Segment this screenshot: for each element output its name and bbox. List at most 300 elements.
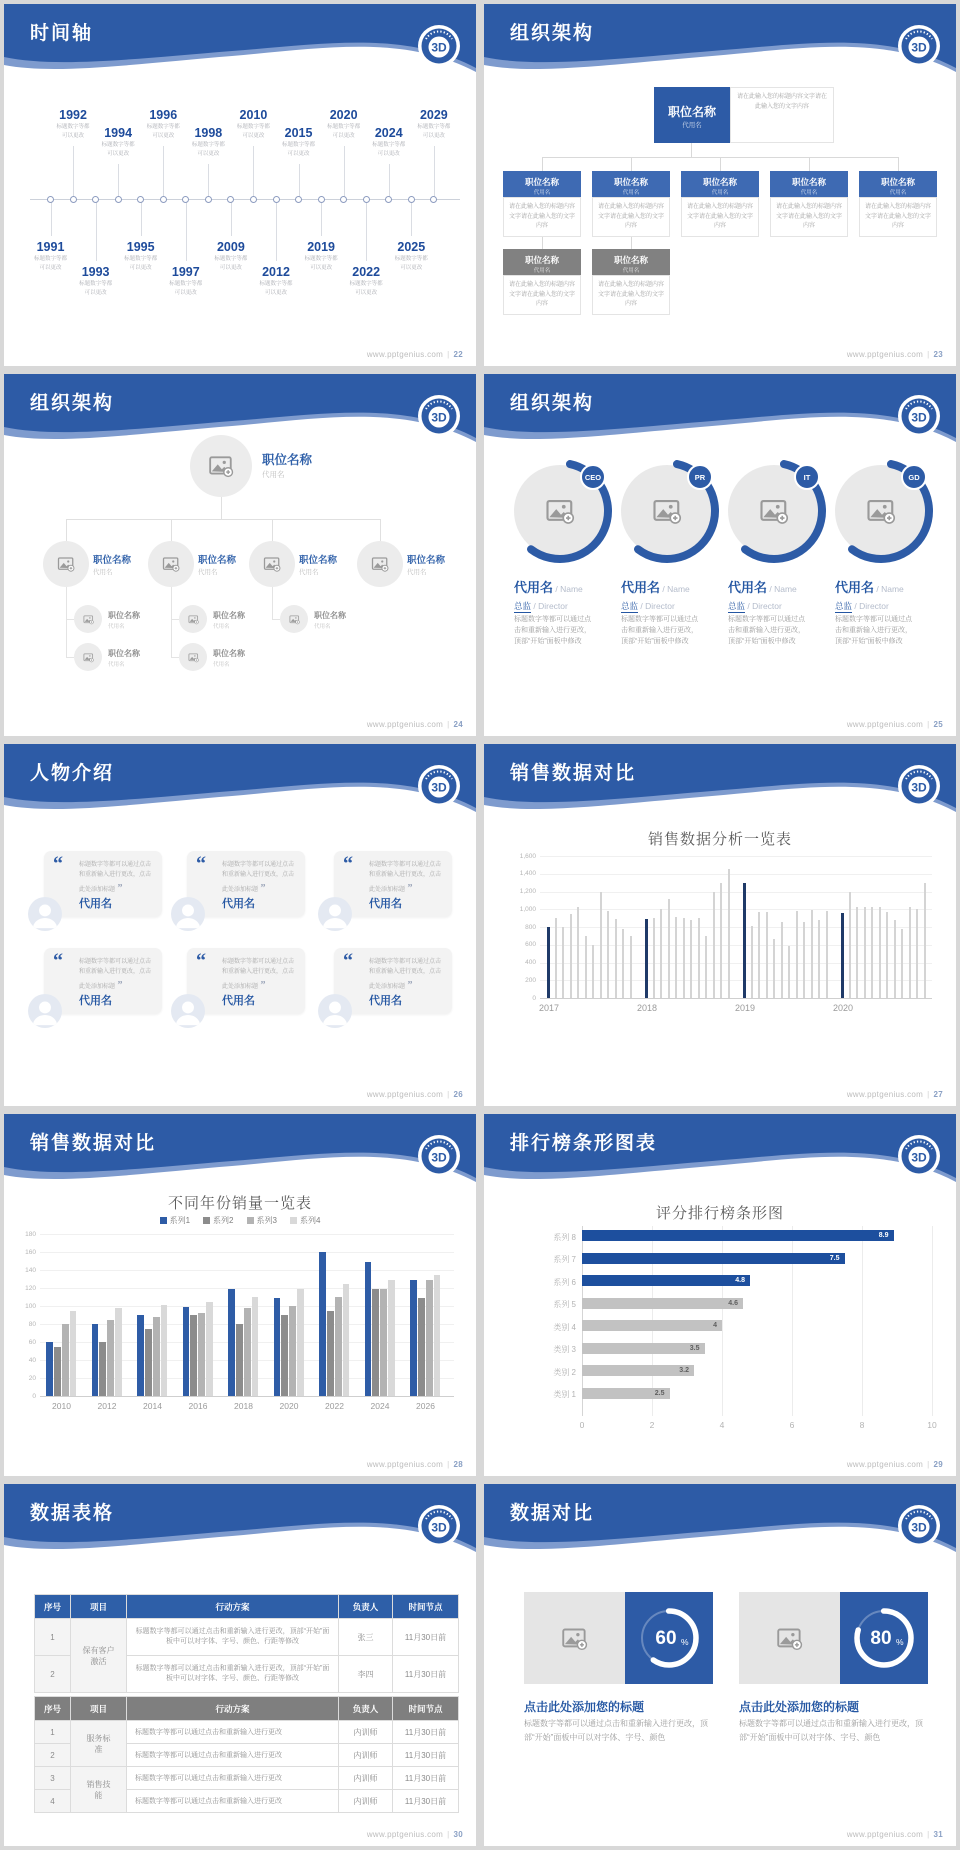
bar — [683, 918, 685, 998]
svg-text:3D: 3D — [431, 40, 447, 55]
position-alias: 代用名 — [262, 470, 285, 479]
gridline — [540, 856, 932, 857]
card-text: 标题数字等都可以通过点击和重新输入进行更改，点击此处添加标题 ” — [222, 862, 295, 895]
quote-close-icon: ” — [405, 980, 413, 992]
emblem-logo-icon — [897, 24, 941, 68]
bar — [818, 920, 820, 998]
y-tick-label: 180 — [25, 1230, 36, 1238]
x-axis-line — [540, 998, 932, 999]
legend-swatch — [247, 1217, 254, 1224]
connector-line — [542, 237, 543, 249]
gridline — [862, 1226, 863, 1416]
y-tick-label: 1,600 — [519, 852, 536, 860]
bar — [690, 920, 692, 998]
slide-title: 组织架构 — [510, 23, 595, 44]
bar — [849, 892, 851, 998]
timeline-marker — [227, 196, 234, 203]
slide-rank-chart — [484, 1114, 956, 1476]
table-header-cell: 序号 — [35, 1697, 71, 1721]
timeline-stem — [321, 199, 322, 236]
x-tick-label: 2017 — [538, 1003, 560, 1013]
org-node-label — [407, 552, 476, 576]
image-placeholder-icon — [57, 555, 75, 573]
table-plan-cell: 标题数字等都可以通过点击和重新输入进行更改，顶部“开始”面板中可以对字体、字号、颜色、行距等修改 — [127, 1619, 339, 1656]
position-alias: 代用名 — [682, 122, 702, 129]
bar — [365, 1262, 372, 1396]
card-name: 代用名 — [222, 898, 255, 910]
slide-footer — [847, 720, 943, 729]
image-placeholder-icon — [188, 614, 199, 625]
position-alias: 代用名 — [93, 569, 113, 576]
table — [34, 1696, 459, 1813]
bar — [183, 1307, 190, 1396]
bar — [720, 883, 722, 998]
slide-header — [4, 744, 476, 844]
timeline-caption: 标题数字等都 可以更改 — [349, 281, 383, 296]
emblem-logo-icon — [897, 764, 941, 808]
legend-swatch — [203, 1217, 210, 1224]
slide-title: 排行榜条形图表 — [510, 1133, 658, 1154]
bar — [107, 1320, 114, 1397]
org-desc-box: 请在此输入您的标题内容文字请在此输入您的文字内容 — [503, 275, 581, 315]
bar — [137, 1315, 144, 1396]
org-node-label — [213, 648, 283, 668]
bar — [145, 1329, 152, 1397]
quote-open-icon: “ — [196, 950, 206, 972]
timeline-year: 2022 — [352, 265, 381, 279]
bar — [879, 907, 881, 998]
timeline-stem — [186, 199, 187, 261]
timeline-year: 1991 — [36, 240, 65, 254]
x-tick-label: 2018 — [234, 1401, 253, 1411]
slide-sales-chart-1 — [484, 744, 956, 1106]
legend-item: 系列3 — [247, 1215, 277, 1226]
org-title-box — [592, 171, 670, 197]
org-title-box — [770, 171, 848, 197]
bar — [713, 892, 715, 999]
org-node-label — [108, 610, 178, 630]
category-label: 类别 4 — [553, 1322, 576, 1332]
person-role — [835, 596, 935, 614]
bar — [236, 1324, 243, 1396]
person-silhouette-icon — [28, 897, 62, 931]
timeline-marker — [295, 196, 302, 203]
org-title-box — [503, 171, 581, 197]
slide-title: 销售数据对比 — [30, 1133, 157, 1154]
slide-data-compare — [484, 1484, 956, 1846]
slide-footer — [367, 1830, 463, 1839]
image-placeholder-icon — [263, 555, 281, 573]
position-title: 职位名称 — [108, 611, 140, 620]
legend-swatch — [160, 1217, 167, 1224]
timeline-year: 1995 — [126, 240, 155, 254]
position-title: 职位名称 — [702, 176, 737, 187]
person-card — [187, 948, 305, 1014]
svg-text:3D: 3D — [431, 1520, 447, 1535]
bar — [297, 1289, 304, 1396]
x-tick-label: 2020 — [279, 1401, 299, 1411]
timeline-marker — [318, 196, 325, 203]
slide-title: 组织架构 — [30, 393, 115, 414]
role-cn: 总监 — [514, 601, 532, 611]
timeline-caption: 标题数字等都 可以更改 — [79, 281, 113, 296]
org-node-label — [314, 610, 384, 630]
x-tick-label: 6 — [789, 1420, 795, 1430]
y-tick-label: 60 — [28, 1338, 36, 1346]
timeline-marker — [385, 196, 392, 203]
x-tick-label: 2020 — [832, 1003, 854, 1013]
role-badge: CEO — [580, 464, 606, 490]
timeline-caption: 标题数字等都 可以更改 — [101, 142, 135, 157]
bar — [607, 911, 609, 998]
table-plan-cell: 标题数字等都可以通过点击和重新输入进行更改 — [127, 1767, 339, 1790]
footer-page-number: 22 — [453, 350, 463, 359]
timeline-stem — [299, 164, 300, 199]
table-plan-cell: 标题数字等都可以通过点击和重新输入进行更改 — [127, 1744, 339, 1767]
connector-line — [380, 519, 381, 541]
table-header-cell: 时间节点 — [393, 1697, 459, 1721]
emblem-logo-icon — [897, 1504, 941, 1548]
chart-title: 评分排行榜条形图 — [655, 1205, 784, 1222]
footer-separator: | — [447, 1460, 450, 1469]
org-title-box — [503, 249, 581, 275]
connector-line — [809, 157, 810, 171]
person-name — [514, 577, 614, 597]
slide-title: 组织架构 — [510, 393, 595, 414]
slide-header — [4, 374, 476, 474]
timeline-stem — [366, 199, 367, 261]
gridline — [40, 1234, 454, 1235]
slide-sales-chart-2 — [4, 1114, 476, 1476]
table-header-cell: 序号 — [35, 1595, 71, 1619]
timeline-stem — [141, 199, 142, 236]
y-tick-label: 1,200 — [519, 888, 536, 895]
person-silhouette-icon — [28, 994, 62, 1028]
name-cn: 代用名 — [514, 580, 554, 595]
table-header-cell: 行动方案 — [127, 1697, 339, 1721]
timeline-year: 2009 — [216, 240, 245, 254]
footer-separator: | — [927, 1090, 930, 1099]
position-title: 职位名称 — [213, 649, 245, 658]
bar — [228, 1289, 235, 1396]
org-title-box — [681, 171, 759, 197]
bar — [826, 911, 828, 998]
timeline-marker — [70, 196, 77, 203]
table-cell: 3 — [35, 1767, 71, 1790]
footer-page-number: 27 — [933, 1090, 943, 1099]
connector-line — [691, 143, 692, 157]
bar — [190, 1315, 197, 1396]
panel-body: 标题数字等都可以通过点击和重新输入进行更改，顶部“开始”面板中可以对字体、字号、颜色 — [739, 1719, 923, 1742]
footer-page-number: 26 — [453, 1090, 463, 1099]
y-tick-label: 400 — [525, 959, 536, 966]
timeline-caption: 标题数字等都 可以更改 — [33, 256, 67, 271]
slide-header — [484, 4, 956, 104]
timeline-caption: 标题数字等都 可以更改 — [394, 256, 428, 271]
bar — [289, 1306, 296, 1396]
table-cell: 4 — [35, 1790, 71, 1813]
image-placeholder-icon — [371, 555, 389, 573]
x-tick-label: 2024 — [370, 1401, 390, 1411]
slide-timeline — [4, 4, 476, 366]
table-cell: 内训师 — [339, 1721, 393, 1744]
slide-people-intro — [4, 744, 476, 1106]
timeline-stem — [118, 164, 119, 199]
slide-header — [484, 744, 956, 844]
bar — [766, 912, 768, 998]
bar — [856, 907, 858, 998]
footer-url: www.pptgenius.com — [846, 1830, 924, 1839]
bar — [751, 926, 753, 998]
connector-line — [66, 519, 67, 541]
svg-text:3D: 3D — [911, 1520, 927, 1535]
position-title: 职位名称 — [93, 555, 132, 566]
position-alias: 代用名 — [198, 569, 218, 576]
timeline-stem — [434, 146, 435, 199]
table-cell: 11月30日前 — [393, 1744, 459, 1767]
bar — [274, 1298, 281, 1396]
photo-circle — [179, 643, 207, 671]
bar — [668, 899, 670, 998]
connector-line — [631, 237, 632, 249]
connector-line — [66, 519, 380, 520]
donut-panel — [625, 1592, 713, 1684]
y-tick-label: 20 — [28, 1374, 36, 1382]
slide-org-photos — [4, 374, 476, 736]
table-header-cell: 时间节点 — [393, 1595, 459, 1619]
position-title: 职位名称 — [198, 555, 237, 566]
timeline-marker — [408, 196, 415, 203]
position-alias: 代用名 — [622, 189, 640, 196]
org-desc-box: 请在此输入您的标题内容文字请在此输入您的文字内容 — [770, 197, 848, 237]
slide-title: 时间轴 — [30, 23, 94, 44]
category-label: 类别 3 — [553, 1345, 576, 1354]
name-cn: 代用名 — [835, 580, 875, 595]
category-label: 系列 8 — [553, 1232, 576, 1242]
bar-value-label: 4 — [713, 1322, 717, 1329]
timeline-marker — [137, 196, 144, 203]
x-tick-label: 2 — [649, 1420, 655, 1430]
timeline-year: 1992 — [59, 108, 87, 122]
timeline-marker — [430, 196, 437, 203]
footer-page-number: 24 — [453, 720, 463, 729]
name-cn: 代用名 — [728, 580, 768, 595]
category-label: 类别 2 — [553, 1367, 576, 1377]
person-card — [187, 851, 305, 917]
timeline-year: 1996 — [149, 108, 178, 122]
card-text: 标题数字等都可以通过点击和重新输入进行更改，点击此处添加标题 ” — [369, 862, 442, 895]
position-alias: 代用名 — [299, 569, 319, 576]
svg-text:%: % — [681, 1637, 689, 1647]
x-tick-label: 8 — [859, 1420, 865, 1430]
timeline-marker — [92, 196, 99, 203]
bar — [894, 920, 896, 998]
timeline-event — [406, 108, 462, 141]
card-text: 标题数字等都可以通过点击和重新输入进行更改，点击此处添加标题 ” — [222, 959, 295, 992]
footer-url: www.pptgenius.com — [846, 720, 924, 729]
quote-open-icon: “ — [53, 950, 63, 972]
panel-title: 点击此处添加您的标题 — [524, 1700, 645, 1714]
svg-text:3D: 3D — [911, 40, 927, 55]
category-label: 系列 5 — [553, 1300, 576, 1309]
timeline-marker — [182, 196, 189, 203]
org-desc-box: 请在此输入您的标题内容文字请在此输入您的文字内容 — [503, 197, 581, 237]
footer-url: www.pptgenius.com — [366, 1830, 444, 1839]
table-cell: 内训师 — [339, 1744, 393, 1767]
footer-separator: | — [927, 350, 930, 359]
person-card — [44, 851, 162, 917]
bar — [206, 1302, 213, 1397]
bar — [909, 907, 911, 998]
y-tick-label: 1,000 — [519, 905, 536, 913]
position-title: 职位名称 — [299, 555, 338, 566]
svg-text:80: 80 — [870, 1628, 892, 1649]
footer-separator: | — [447, 1830, 450, 1839]
timeline-year: 2029 — [419, 108, 448, 122]
bar — [372, 1289, 379, 1396]
timeline-year: 2010 — [239, 108, 268, 122]
slide-footer — [367, 1460, 463, 1469]
quote-open-icon: “ — [343, 853, 353, 875]
y-tick-label: 140 — [25, 1266, 36, 1274]
image-placeholder-icon — [561, 1625, 588, 1652]
y-tick-label: 120 — [25, 1284, 36, 1292]
bar — [592, 945, 594, 998]
quote-close-icon: ” — [258, 883, 266, 895]
table-cell: 2 — [35, 1744, 71, 1767]
timeline-stem — [276, 199, 277, 261]
card-name: 代用名 — [369, 898, 402, 910]
timeline-marker — [340, 196, 347, 203]
bar — [426, 1280, 433, 1396]
timeline-caption: 标题数字等都 可以更改 — [282, 142, 316, 157]
org-title-box — [592, 249, 670, 275]
y-tick-label: 200 — [525, 976, 536, 984]
table-cell: 11月30日前 — [393, 1721, 459, 1744]
footer-separator: | — [447, 350, 450, 359]
photo-circle — [148, 541, 194, 587]
timeline-year: 2020 — [329, 108, 358, 122]
card-text: 标题数字等都可以通过点击和重新输入进行更改，点击此处添加标题 ” — [79, 959, 152, 992]
org-desc-box: 请在此输入您的标题内容文字请在此输入您的文字内容 — [730, 87, 834, 143]
x-tick-label: 2022 — [325, 1401, 344, 1411]
footer-separator: | — [927, 720, 930, 729]
card-text: 标题数字等都可以通过点击和重新输入进行更改，点击此处添加标题 ” — [369, 959, 442, 992]
role-badge: GD — [901, 464, 927, 490]
image-placeholder-icon — [188, 652, 199, 663]
gridline — [40, 1252, 454, 1253]
donut-panel — [840, 1592, 928, 1684]
x-axis-line — [40, 1396, 454, 1397]
svg-text:3D: 3D — [911, 1150, 927, 1165]
photo-circle — [74, 643, 102, 671]
table-group-cell: 销售技能 — [71, 1767, 127, 1813]
panel-body: 标题数字等都可以通过点击和重新输入进行更改，顶部“开始”面板中可以对字体、字号、颜色 — [524, 1719, 708, 1742]
timeline-year: 2012 — [262, 265, 290, 279]
gridline — [932, 1226, 933, 1416]
timeline-marker — [250, 196, 257, 203]
y-tick-label: 0 — [32, 1392, 36, 1400]
quote-open-icon: “ — [343, 950, 353, 972]
progress-donut — [849, 1603, 919, 1673]
connector-line — [542, 157, 543, 171]
slide-header — [484, 374, 956, 474]
table-plan-cell: 标题数字等都可以通过点击和重新输入进行更改 — [127, 1790, 339, 1813]
bar — [115, 1308, 122, 1396]
position-alias: 代用名 — [213, 662, 230, 668]
x-tick-label: 4 — [719, 1420, 725, 1430]
timeline-caption: 标题数字等都 可以更改 — [124, 256, 158, 271]
position-alias: 代用名 — [622, 267, 640, 274]
timeline-year: 1997 — [171, 265, 200, 279]
table — [34, 1594, 459, 1693]
connector-line — [221, 497, 222, 519]
footer-url: www.pptgenius.com — [846, 1090, 924, 1099]
timeline-stem — [73, 146, 74, 199]
bar — [327, 1311, 334, 1397]
bar — [570, 914, 572, 998]
gridline — [540, 874, 932, 875]
slide-footer — [847, 1830, 943, 1839]
position-alias: 代用名 — [108, 624, 125, 630]
timeline-stem — [411, 199, 412, 236]
timeline-stem — [96, 199, 97, 261]
timeline-year: 1994 — [104, 126, 133, 140]
bar — [281, 1315, 288, 1396]
bar — [319, 1252, 326, 1396]
y-tick-label: 0 — [532, 994, 536, 1002]
bar-value-label: 7.5 — [829, 1254, 840, 1262]
role-cn: 总监 — [728, 601, 746, 611]
bar — [796, 911, 798, 998]
bar — [92, 1324, 99, 1396]
slide-header — [484, 1114, 956, 1214]
timeline-stem — [51, 199, 52, 236]
person-silhouette-icon — [171, 994, 205, 1028]
bar — [410, 1280, 417, 1396]
quote-open-icon: “ — [196, 853, 206, 875]
quote-close-icon: ” — [258, 980, 266, 992]
footer-page-number: 30 — [453, 1830, 463, 1839]
position-alias: 代用名 — [533, 267, 551, 274]
svg-text:3D: 3D — [911, 410, 927, 425]
emblem-logo-icon — [417, 1134, 461, 1178]
bar-value-label: 4.8 — [735, 1277, 745, 1284]
connector-line — [272, 519, 273, 541]
timeline-stem — [389, 164, 390, 199]
y-tick-label: 600 — [525, 941, 536, 949]
table-cell: 李四 — [339, 1656, 393, 1693]
bar — [600, 892, 602, 999]
bar — [335, 1297, 342, 1396]
timeline-year: 1993 — [81, 265, 110, 279]
bar — [343, 1284, 350, 1397]
org-title-box — [859, 171, 937, 197]
timeline-caption: 标题数字等都 可以更改 — [56, 124, 90, 139]
footer-separator: | — [927, 1830, 930, 1839]
timeline-marker — [205, 196, 212, 203]
y-tick-label: 80 — [28, 1320, 36, 1328]
name-en: / Name — [553, 584, 583, 594]
slide-title: 销售数据对比 — [510, 763, 637, 784]
footer-separator: | — [447, 720, 450, 729]
position-alias: 代用名 — [800, 189, 818, 196]
bar — [388, 1280, 395, 1396]
timeline-caption: 标题数字等都 可以更改 — [191, 142, 225, 157]
image-placeholder-icon — [83, 614, 94, 625]
card-name: 代用名 — [79, 898, 112, 910]
bar — [743, 883, 746, 998]
